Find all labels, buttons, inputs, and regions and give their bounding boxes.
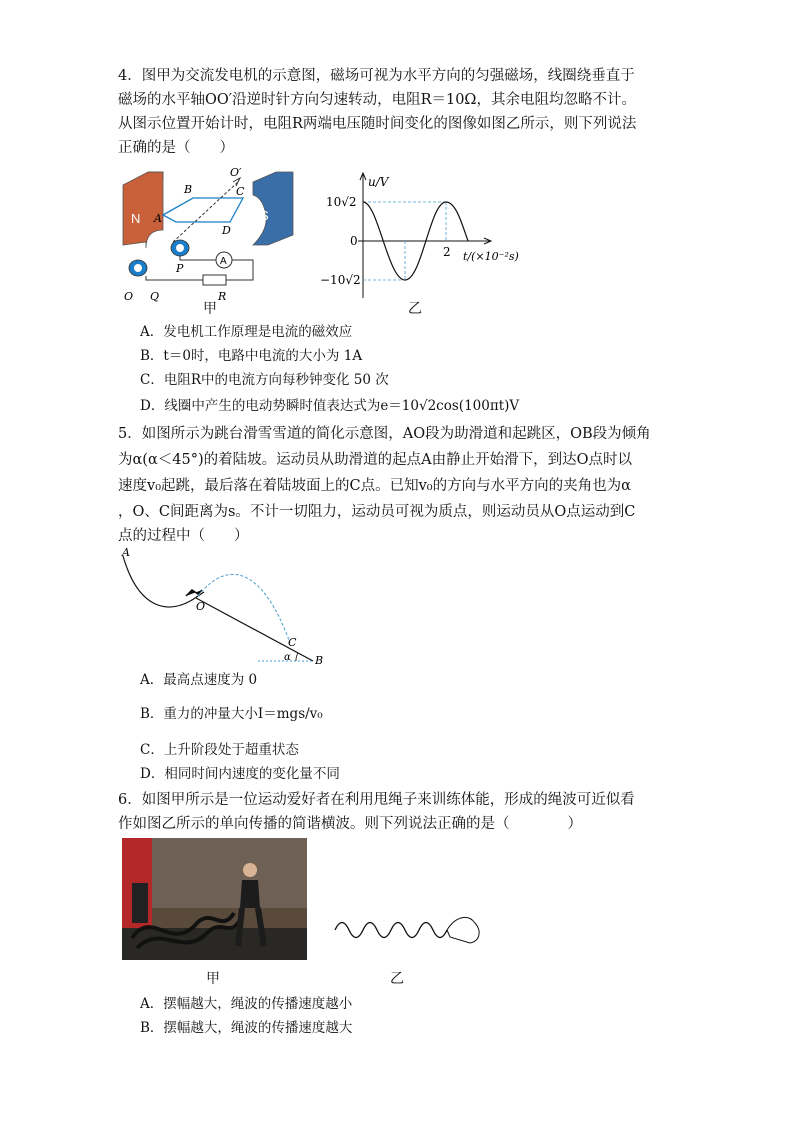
q5-line-3: 速度v₀起跳，最后落在着陆坡面上的C点。已知v₀的方向与水平方向的夹角也为α — [118, 478, 631, 494]
x-tick-2: 2 — [443, 245, 451, 259]
wave-line — [335, 923, 447, 938]
q6-line-1: 6．如图甲所示是一位运动爱好者在利用甩绳子来训练体能，形成的绳波可近似看 — [118, 792, 635, 808]
q5-option-d[interactable]: D．相同时间内速度的变化量不同 — [140, 766, 340, 782]
voltage-time-graph — [318, 168, 528, 308]
label-o: O — [124, 290, 134, 303]
magnet-s-label: S — [260, 208, 269, 223]
y-tick-top: 10√2 — [326, 195, 357, 209]
magnet-n-label: N — [131, 211, 141, 226]
label-d: D — [222, 224, 231, 237]
q5-option-b[interactable]: B．重力的冲量大小I＝mgs/v₀ — [140, 706, 323, 722]
q5-option-a[interactable]: A．最高点速度为 0 — [140, 672, 258, 688]
y-tick-bottom: −10√2 — [320, 273, 361, 287]
q6-option-b[interactable]: B．摆幅越大，绳波的传播速度越大 — [140, 1020, 353, 1036]
ski-jump-diagram — [118, 548, 333, 670]
q6-fig-jia-caption: 甲 — [206, 971, 220, 987]
q4-option-c[interactable]: C．电阻R中的电流方向每秒钟变化 50 次 — [140, 372, 389, 388]
label-r: R — [218, 290, 227, 303]
coil — [163, 198, 243, 222]
magnet-n-block — [123, 172, 163, 248]
ammeter-label: A — [220, 256, 227, 267]
landing-slope — [196, 598, 313, 661]
q5-line-4: ，O、C间距离为s。不计一切阻力，运动员可视为质点，则运动员从O点运动到C — [118, 504, 636, 520]
hand-icon — [447, 917, 479, 943]
q5-option-c[interactable]: C．上升阶段处于超重状态 — [140, 742, 299, 758]
label-b: B — [315, 654, 324, 667]
q4-line-4: 正确的是（ ） — [118, 140, 234, 156]
q5-line-2: 为α(α＜45°)的着陆坡。运动员从助滑道的起点A由静止开始滑下，到达O点时以 — [118, 452, 632, 468]
magnet-s-block — [253, 172, 293, 245]
q6-fig-yi-caption: 乙 — [390, 971, 404, 987]
label-o: O — [196, 600, 206, 613]
q4-option-d[interactable]: D．线圈中产生的电动势瞬时值表达式为e＝10√2cos(100πt)V — [140, 398, 520, 414]
flight-trajectory — [198, 574, 290, 643]
q4-option-a[interactable]: A．发电机工作原理是电流的磁效应 — [140, 324, 353, 340]
label-alpha: α — [284, 652, 291, 663]
y-axis-label: u/V — [368, 175, 389, 189]
fig-yi-caption: 乙 — [408, 301, 422, 317]
q6-option-a[interactable]: A．摆幅越大，绳波的传播速度越小 — [140, 996, 353, 1012]
generator-diagram — [118, 160, 308, 320]
q4-option-b[interactable]: B．t＝0时，电路中电流的大小为 1A — [140, 348, 363, 364]
label-c: C — [288, 636, 297, 649]
resistor — [203, 275, 226, 285]
label-a: A — [122, 548, 130, 559]
label-c: C — [236, 185, 245, 198]
inrun-slope — [123, 556, 204, 607]
label-b: B — [184, 183, 193, 196]
label-a: A — [154, 212, 162, 225]
y-tick-zero: 0 — [350, 234, 358, 248]
q5-line-5: 点的过程中（ ） — [118, 528, 249, 544]
fig-jia-caption: 甲 — [203, 301, 217, 317]
x-axis-label: t/(×10⁻²s) — [463, 250, 519, 263]
q4-line-2: 磁场的水平轴OO′沿逆时针方向匀速转动，电阻R＝10Ω，其余电阻均忽略不计。 — [118, 92, 636, 108]
battle-rope-photo — [122, 838, 307, 960]
rope-wave-diagram — [330, 905, 485, 955]
q5-line-1: 5．如图所示为跳台滑雪雪道的简化示意图，AO段为助滑道和起跳区，OB段为倾角 — [118, 426, 651, 442]
q4-line-3: 从图示位置开始计时，电阻R两端电压随时间变化的图像如图乙所示，则下列说法 — [118, 116, 637, 132]
label-o-prime: O′ — [230, 166, 242, 179]
label-q: Q — [150, 290, 160, 303]
label-p: P — [176, 262, 184, 275]
q4-line-1: 4．图甲为交流发电机的示意图，磁场可视为水平方向的匀强磁场，线圈绕垂直于 — [118, 68, 635, 84]
q6-line-2: 作如图乙所示的单向传播的简谐横波。则下列说法正确的是（ ） — [118, 816, 582, 832]
